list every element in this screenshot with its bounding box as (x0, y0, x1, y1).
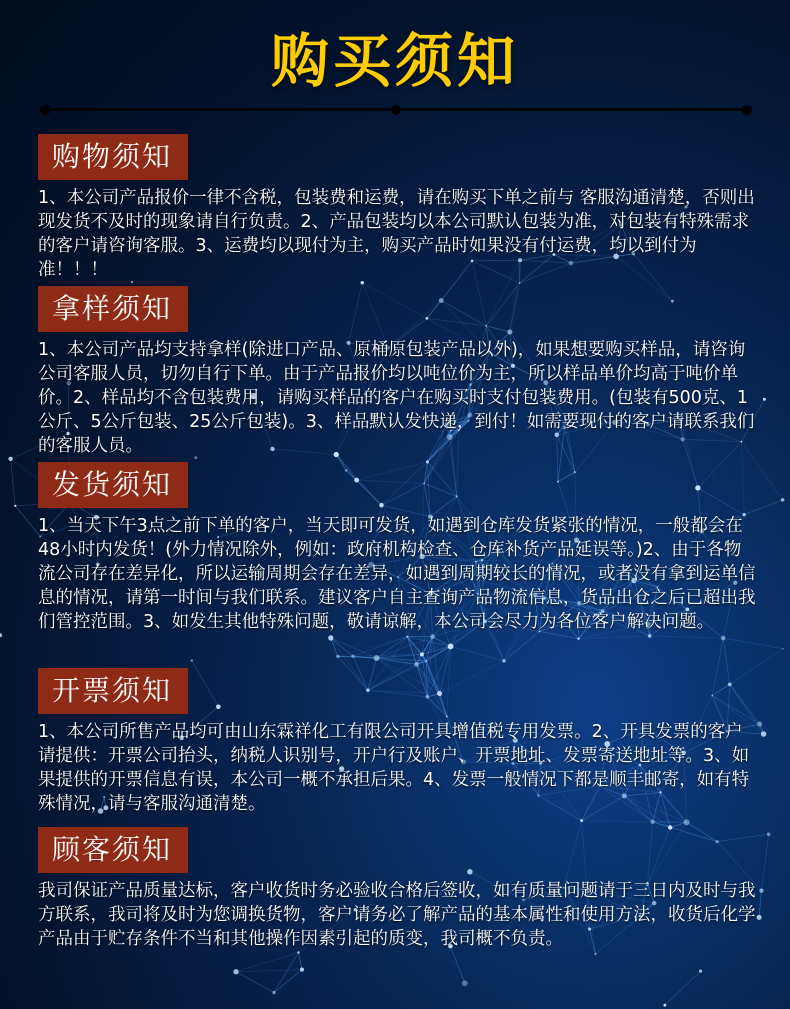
network-node (374, 655, 380, 661)
network-node (763, 398, 766, 401)
network-link (582, 821, 653, 822)
network-node (502, 659, 505, 662)
section-body: 1、本公司产品报价一律不含税，包装费和运费，请在购买下单之前与 客服沟通清楚，否则出现发货不及时的现象请自行负责。2、产品包装均以本公司默认包装为准，对包装有特殊需求的客户请咨询客服。3、运费均以现付为主，购买产品时如果没有付运费，均以到付为准！！！ (38, 188, 755, 280)
network-link (759, 891, 761, 918)
network-node (462, 980, 468, 986)
section-shipping (38, 462, 758, 634)
divider-dot (391, 105, 401, 115)
section-customer (38, 827, 758, 951)
network-link (338, 637, 408, 657)
network-node (721, 636, 726, 641)
network-link (353, 637, 407, 657)
network-link (650, 636, 724, 638)
section-shopping (38, 134, 758, 282)
divider-dot (742, 105, 752, 115)
page-title: 购买须知 (270, 27, 519, 95)
network-link (236, 970, 302, 972)
network-node (8, 457, 12, 461)
section-heading: 拿样须知 (38, 286, 188, 332)
section-body: 1、当天下午3点之前下单的客户，当天即可发货，如遇到仓库发货紧张的情况，一般都会在48小时内发货！(外力情况除外，例如：政府机构检查、仓库补货产品延误等。)2、由于各物流公司存在差异化，所以运输周期会存在差异，如遇到周期较长的情况，或者没有拿到运单信息的情况，请第一时间与我们联系。建议客户自主查询产品物流信息，货品出仓之后已超出我们管控范围。3、如发生其他特殊问题，敬请谅解，本公司会尽力为各位客户解决问题。 (38, 516, 756, 632)
network-node (761, 731, 767, 737)
network-node (448, 643, 454, 649)
network-link (298, 952, 302, 969)
network-link (11, 459, 16, 506)
network-node (767, 833, 770, 836)
network-node (580, 819, 583, 822)
network-node (781, 498, 785, 502)
network-link (274, 970, 302, 993)
network-node (300, 968, 304, 972)
network-node (336, 655, 339, 658)
network-node (233, 969, 238, 974)
network-link (504, 631, 539, 660)
section-body: 1、本公司所售产品均可由山东霖祥化工有限公司开具增值税专用发票。2、开具发票的客户请提供：开票公司抬头，纳税人识别号，开户行及账户、开票地址、发票寄送地址等。3、如果提供的开票信息有误，本公司一概不承担后果。4、发票一般情况下都是顺丰邮寄，如有特殊情况，请与客服沟通清楚。 (38, 722, 750, 814)
network-node (648, 634, 652, 638)
network-node (759, 888, 763, 892)
network-node (190, 659, 193, 662)
network-node (272, 991, 275, 994)
network-node (328, 635, 333, 640)
network-node (594, 953, 596, 955)
network-node (406, 636, 408, 638)
network-node (577, 638, 579, 640)
section-body: 我司保证产品质量达标，客户收货时务必验收合格后签收，如有质量问题请于三日内及时与我方联系，我司将及时为您调换货物，客户请务必了解产品的基本属性和使用方法，收货后化学产品由于贮存条件不当和其他操作因素引起的质变，我司概不负责。 (38, 881, 756, 949)
network-node (0, 633, 2, 637)
network-link (450, 946, 464, 983)
network-link (451, 646, 504, 660)
section-invoice (38, 668, 758, 816)
network-node (699, 969, 702, 972)
network-node (420, 652, 424, 656)
network-link (433, 637, 451, 647)
network-node (663, 1004, 666, 1007)
network-node (519, 282, 521, 284)
section-heading: 顾客须知 (38, 827, 188, 873)
network-link (236, 972, 274, 993)
section-sample (38, 286, 758, 458)
network-link (665, 971, 701, 1005)
network-node (297, 951, 300, 954)
divider-dot (40, 105, 50, 115)
title-divider (40, 108, 752, 111)
network-node (684, 819, 690, 825)
network-node (14, 505, 16, 507)
network-node (351, 655, 354, 658)
network-node (430, 634, 435, 639)
section-heading: 购物须知 (38, 134, 188, 180)
network-node (650, 819, 655, 824)
network-link (236, 952, 298, 971)
network-link (723, 638, 783, 649)
section-heading: 发货须知 (38, 462, 188, 508)
network-link (761, 834, 768, 890)
section-heading: 开票须知 (38, 668, 188, 714)
network-node (426, 660, 428, 662)
network-link (15, 506, 40, 537)
section-body: 1、本公司产品均支持拿样(除进口产品、原桶原包装产品以外)，如果想要购买样品，请咨询公司客服人员，切勿自行下单。由于产品报价均以吨位价为主，所以样品单价均高于吨价单价。2、样品均不含包装费用，请购买样品的客户在购买时支付包装费用。(包装有500克、1公斤、5公斤包装、25公斤包装)。3、样品默认发快递，到付！如需要现付的客户请联系我们的客服人员。 (38, 340, 755, 456)
network-node (414, 662, 419, 667)
network-node (782, 648, 784, 650)
